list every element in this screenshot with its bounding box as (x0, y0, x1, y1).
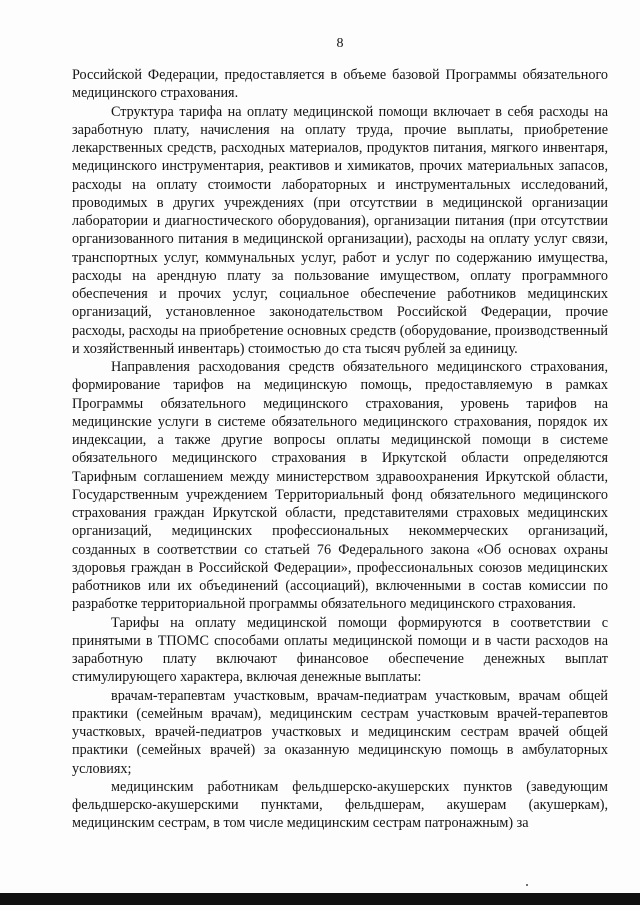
paragraph-continuation: Российской Федерации, предоставляется в объеме базовой Программы обязательного медицинского страхования. (72, 67, 608, 102)
list-item-feldsher-points: медицинским работникам фельдшерско-акушерских пунктов (заведующим фельдшерско-акушерскими пунктами, фельдшерам, акушерам (акушеркам), медицинским сестрам, в том числе медицинским сестрам патронажным) за (72, 778, 608, 832)
document-body (72, 66, 608, 833)
scan-artifact (526, 884, 528, 886)
list-item-district-doctors: врачам-терапевтам участковым, врачам-педиатрам участковым, врачам общей практики (семейным врачам), медицинским сестрам участковым врачей-терапевтов участковых, врачей-педиатров участковых и медицинским сестрам врачей общей практики (семейных врачей) за оказанную медицинскую помощь в амбулаторных условиях; (72, 687, 608, 777)
paragraph-tariff-structure: Структура тарифа на оплату медицинской помощи включает в себя расходы на заработную плату, начисления на оплату труда, прочие выплаты, приобретение лекарственных средств, расходных материалов, продуктов питания, мягкого инвентаря, медицинского инструментария, реактивов и химикатов, прочих материальных запасов, расходы на оплату стоимости лабораторных и инструментальных исследований, проводимых в других учреждениях (при отсутствии в медицинской организации лаборатории и диагностического оборудования), организации питания (при отсутствии организованного питания в медицинской организации), расходы на оплату услуг связи, транспортных услуг, коммунальных услуг, работ и услуг по содержанию имущества, расходы на арендную плату за пользование имуществом, оплату программного обеспечения и прочих услуг, социальное обеспечение работников медицинских организаций, установленное законодательством Российской Федерации, прочие расходы, расходы на приобретение основных средств (оборудование, производственный и хозяйственный инвентарь) стоимостью до ста тысяч рублей за единицу. (72, 103, 608, 357)
page-number: 8 (336, 36, 344, 51)
paragraph-tariff-agreement: Направления расходования средств обязательного медицинского страхования, формирование тарифов на медицинскую помощь, предоставляемую в рамках Программы обязательного медицинского страхования, уровень тарифов на медицинские услуги в системе обязательного медицинского страхования, порядок их индексации, а также другие вопросы оплаты медицинской помощи в системе обязательного медицинского страхования в Иркутской области определяются Тарифным соглашением между министерством здравоохранения Иркутской области, Государственным учреждением Территориальный фонд обязательного медицинского страхования граждан Иркутской области, представителями страховых медицинских организаций, медицинских профессиональных некоммерческих организаций, созданных в соответствии со статьей 76 Федерального закона «Об основах охраны здоровья граждан в Российской Федерации», профессиональных союзов медицинских работников или их объединений (ассоциаций), включенными в состав комиссии по разработке территориальной программы обязательного медицинского страхования. (72, 359, 608, 613)
paragraph-tariff-formation: Тарифы на оплату медицинской помощи формируются в соответствии с принятыми в ТПОМС способами оплаты медицинской помощи и в части расходов на заработную плату включают финансовое обеспечение денежных выплат стимулирующего характера, включая денежные выплаты: (72, 614, 608, 686)
scan-bottom-edge (0, 893, 640, 905)
